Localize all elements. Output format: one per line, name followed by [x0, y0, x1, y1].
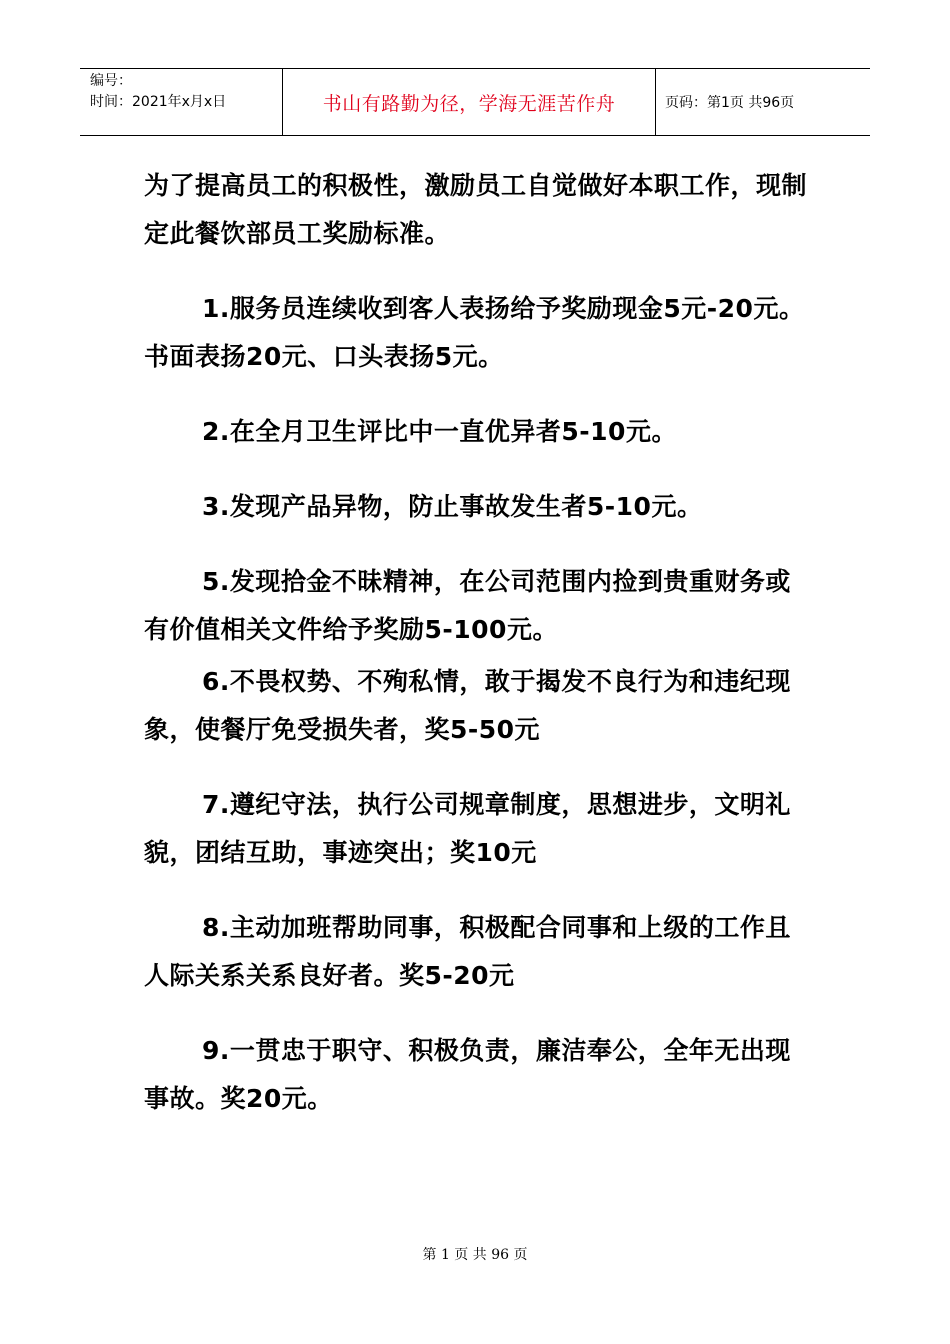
document-date: 时间：2021年x月x日 — [90, 94, 227, 110]
reward-item-7: 7.遵纪守法，执行公司规章制度，思想进步，文明礼貌，团结互助，事迹突出；奖10元 — [144, 790, 791, 867]
header-meta — [80, 69, 282, 135]
reward-item-9: 9.一贯忠于职守、积极负责，廉洁奉公，全年无出现事故。奖20元。 — [144, 1036, 791, 1113]
intro-paragraph: 为了提高员工的积极性，激励员工自觉做好本职工作，现制定此餐饮部员工奖励标准。 — [144, 171, 808, 248]
reward-item-1: 1.服务员连续收到客人表扬给予奖励现金5元-20元。书面表扬20元、口头表扬5元。 — [144, 294, 805, 371]
reward-item-5: 5.发现拾金不昧精神，在公司范围内捡到贵重财务或有价值相关文件给予奖励5-100元。 — [144, 567, 791, 644]
reward-item-2: 2.在全月卫生评比中一直优异者5-10元。 — [202, 417, 677, 446]
reward-item-6: 6.不畏权势、不殉私情，敢于揭发不良行为和违纪现象，使餐厅免受损失者，奖5-50元 — [144, 667, 791, 744]
reward-item-3: 3.发现产品异物，防止事故发生者5-10元。 — [202, 492, 703, 521]
document-header — [80, 68, 870, 136]
document-body — [144, 162, 816, 1123]
header-motto: 书山有路勤为径，学海无涯苦作舟 — [282, 69, 656, 135]
reward-item-8: 8.主动加班帮助同事，积极配合同事和上级的工作且人际关系关系良好者。奖5-20元 — [144, 913, 791, 990]
header-page-info: 页码：第1页 共96页 — [665, 95, 795, 111]
document-number-label: 编号： — [90, 73, 132, 89]
page-footer: 第 1 页 共 96 页 — [422, 1247, 528, 1263]
